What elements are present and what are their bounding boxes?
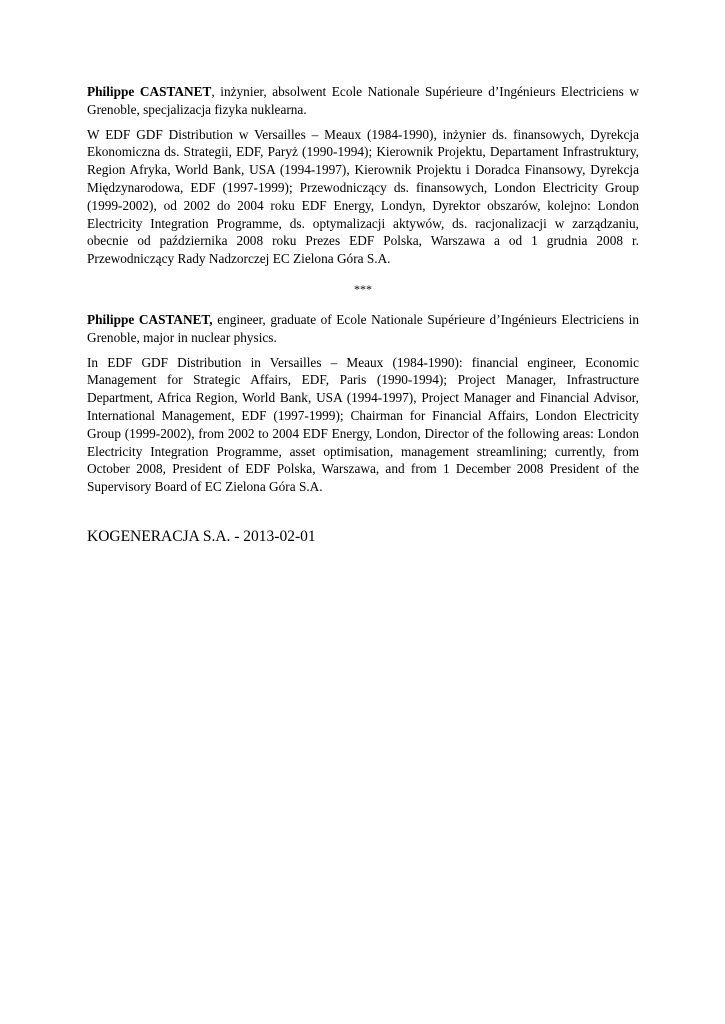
polish-intro-paragraph	[87, 83, 639, 119]
english-career-paragraph: In EDF GDF Distribution in Versailles – Meaux (1984-1990): financial engineer, Economic Management for Strategic Affairs, EDF, Paris (1990-1994); Project Manager, Infrastructure Department, Africa Region, World Bank, USA (1994-1997), Project Manager and Financial Advisor, International Management, EDF (1997-1999); Chairman for Financial Affairs, London Electricity Group (1999-2002), from 2002 to 2004 EDF Energy, London, Director of the following areas: London Electricity Integration Programme, asset optimisation, management streamlining; currently, from October 2008, President of EDF Polska, Warszawa, and from 1 December 2008 President of the Supervisory Board of EC Zielona Góra S.A.	[87, 354, 639, 495]
section-separator: ***	[354, 281, 372, 296]
polish-intro-text: , inżynier, absolwent Ecole Nationale Supérieure d’Ingénieurs Electriciens w Grenoble, specjalizacja fizyka nuklearna.	[87, 84, 639, 117]
polish-person-name: Philippe CASTANET	[87, 84, 212, 99]
english-intro-text: engineer, graduate of Ecole Nationale Supérieure d’Ingénieurs Electriciens in Grenoble, major in nuclear physics.	[87, 311, 639, 345]
english-intro-paragraph	[87, 311, 639, 347]
polish-biography	[87, 83, 639, 268]
document-footer: KOGENERACJA S.A. - 2013-02-01	[87, 527, 316, 545]
document-page	[87, 83, 639, 546]
polish-career-paragraph: W EDF GDF Distribution w Versailles – Meaux (1984-1990), inżynier ds. finansowych, Dyrekcja Ekonomiczna ds. Strategii, EDF, Paryż (1990-1994); Kierownik Projektu, Departament Infrastruktury, Region Afryka, World Bank, USA (1994-1997), Kierownik Projektu i Doradca Finansowy, Dyrekcja Międzynarodowa, EDF (1997-1999); Przewodniczący ds. finansowych, London Electricity Group (1999-2002), od 2002 do 2004 roku EDF Energy, Londyn, Dyrektor obszarów, kolejno: London Electricity Integration Programme, ds. optymalizacji aktywów, ds. racjonalizacji w zarządzaniu, obecnie od października 2008 roku Prezes EDF Polska, Warszawa a od 1 grudnia 2008 r. Przewodniczący Rady Nadzorczej EC Zielona Góra S.A.	[87, 126, 639, 267]
english-biography	[87, 311, 639, 496]
english-person-name: Philippe CASTANET,	[87, 311, 213, 327]
